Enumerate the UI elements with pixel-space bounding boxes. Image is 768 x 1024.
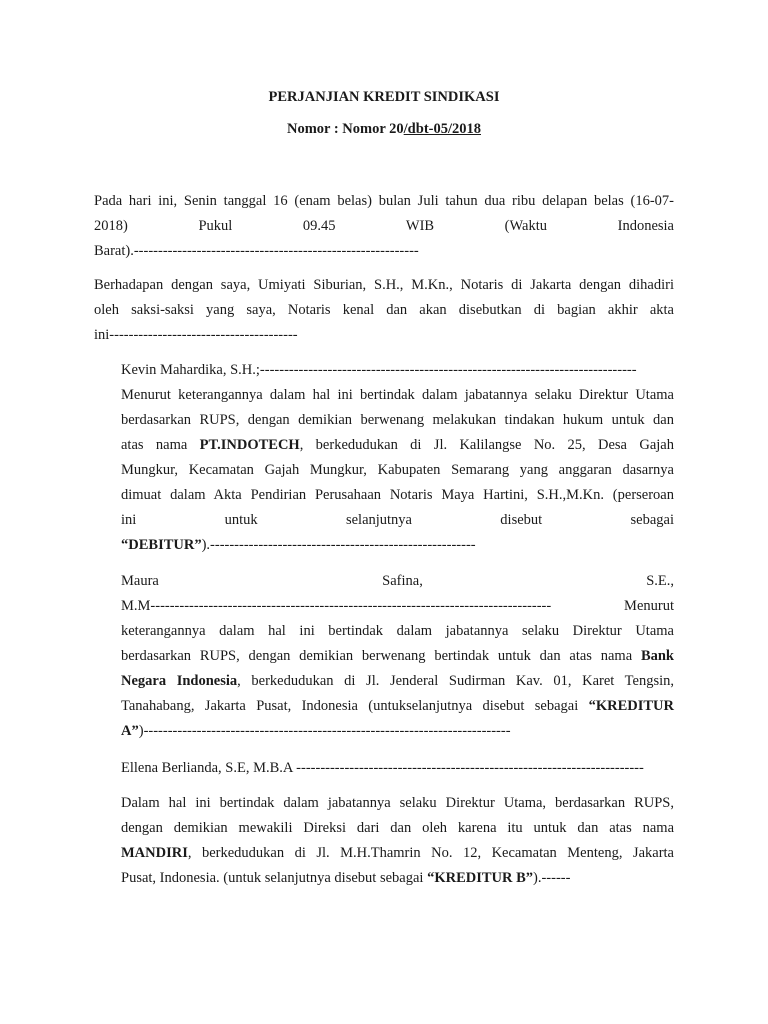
text-line xyxy=(121,841,674,866)
text-span: ).------------------------------------------------------- xyxy=(201,537,476,553)
text-line: Mungkur, Kecamatan Gajah Mungkur, Kabupaten Semarang yang anggaran dasarnya xyxy=(121,462,674,478)
text-line xyxy=(121,719,674,744)
text-line xyxy=(121,866,674,891)
text-line: oleh saksi-saksi yang saya, Notaris kenal dan akan disebutkan di bagian akhir akta xyxy=(94,302,674,318)
party-label: “KREDITUR xyxy=(588,698,674,714)
text-line: Maura Safina, S.E., xyxy=(121,573,674,589)
document-number-code: /dbt-05/2018 xyxy=(403,121,481,137)
company-name: PT.INDOTECH xyxy=(199,437,300,453)
text-line xyxy=(121,433,674,458)
kreditur-b-name xyxy=(121,756,674,781)
notary-paragraph xyxy=(94,273,674,348)
party-label: “KREDITUR B” xyxy=(427,870,534,886)
text-line: berdasarkan RUPS, dengan demikian berwenang melakukan tindakan hukum untuk dan xyxy=(121,412,674,428)
text-span: Pusat, Indonesia. (untuk selanjutnya disebut sebagai xyxy=(121,870,428,886)
text-line xyxy=(121,533,674,558)
opening-paragraph xyxy=(94,189,674,264)
bank-name: Negara Indonesia xyxy=(121,673,238,689)
text-span: )---------------------------------------------------------------------------- xyxy=(138,723,511,739)
party-label: A” xyxy=(121,723,139,739)
document-title: PERJANJIAN KREDIT SINDIKASI xyxy=(268,89,500,105)
text-line: M.M----------------------------------------------------------------------------------- Menurut xyxy=(121,598,674,614)
kreditur-a-party xyxy=(121,569,674,744)
document-number-label: Nomor : Nomor 20 xyxy=(287,121,404,137)
text-span: , berkedudukan di Jl. Jenderal Sudirman Kav. 01, Karet Tengsin, xyxy=(237,673,674,689)
text-span: ).------ xyxy=(533,870,571,886)
bank-name: MANDIRI xyxy=(121,845,188,861)
text-span: Tanahabang, Jakarta Pusat, Indonesia (untukselanjutnya disebut sebagai xyxy=(121,698,589,714)
text-span: , berkedudukan di Jl. M.H.Thamrin No. 12, Kecamatan Menteng, Jakarta xyxy=(187,845,674,861)
text-line: Menurut keterangannya dalam hal ini bertindak dalam jabatannya selaku Direktur Utama xyxy=(121,387,674,403)
text-line: 2018) Pukul 09.45 WIB (Waktu Indonesia xyxy=(94,218,674,234)
debitur-party xyxy=(121,358,674,558)
text-line: dimuat dalam Akta Pendirian Perusahaan Notaris Maya Hartini, S.H.,M.Kn. (perseroan xyxy=(121,487,674,503)
text-line: Barat).----------------------------------------------------------- xyxy=(94,243,419,259)
text-line: keterangannya dalam hal ini bertindak dalam jabatannya selaku Direktur Utama xyxy=(121,623,674,639)
bank-name: Bank xyxy=(640,648,674,664)
text-line xyxy=(121,669,674,694)
document-number xyxy=(0,120,768,138)
text-line: dengan demikian mewakili Direksi dari dan oleh karena itu untuk dan atas nama xyxy=(121,820,674,836)
text-line: Dalam hal ini bertindak dalam jabatannya selaku Direktur Utama, berdasarkan RUPS, xyxy=(121,795,674,811)
text-span: atas nama xyxy=(121,437,200,453)
text-line: Ellena Berlianda, S.E, M.B.A ------------------------------------------------------------------------ xyxy=(121,760,644,776)
text-line: Pada hari ini, Senin tanggal 16 (enam belas) bulan Juli tahun dua ribu delapan belas (16-07- xyxy=(94,193,674,209)
text-span: , berkedudukan di Jl. Kalilangse No. 25, Desa Gajah xyxy=(299,437,674,453)
text-line: Kevin Mahardika, S.H.;------------------------------------------------------------------------------ xyxy=(121,362,637,378)
text-line xyxy=(121,644,674,669)
text-line xyxy=(121,694,674,719)
party-label: “DEBITUR” xyxy=(121,537,202,553)
text-line: ini--------------------------------------- xyxy=(94,327,298,343)
text-span: berdasarkan RUPS, dengan demikian berwenang bertindak untuk dan atas nama xyxy=(121,648,641,664)
kreditur-b-party xyxy=(121,791,674,891)
text-line: Berhadapan dengan saya, Umiyati Siburian, S.H., M.Kn., Notaris di Jakarta dengan dihadiri xyxy=(94,277,674,293)
text-line: ini untuk selanjutnya disebut sebagai xyxy=(121,512,674,528)
